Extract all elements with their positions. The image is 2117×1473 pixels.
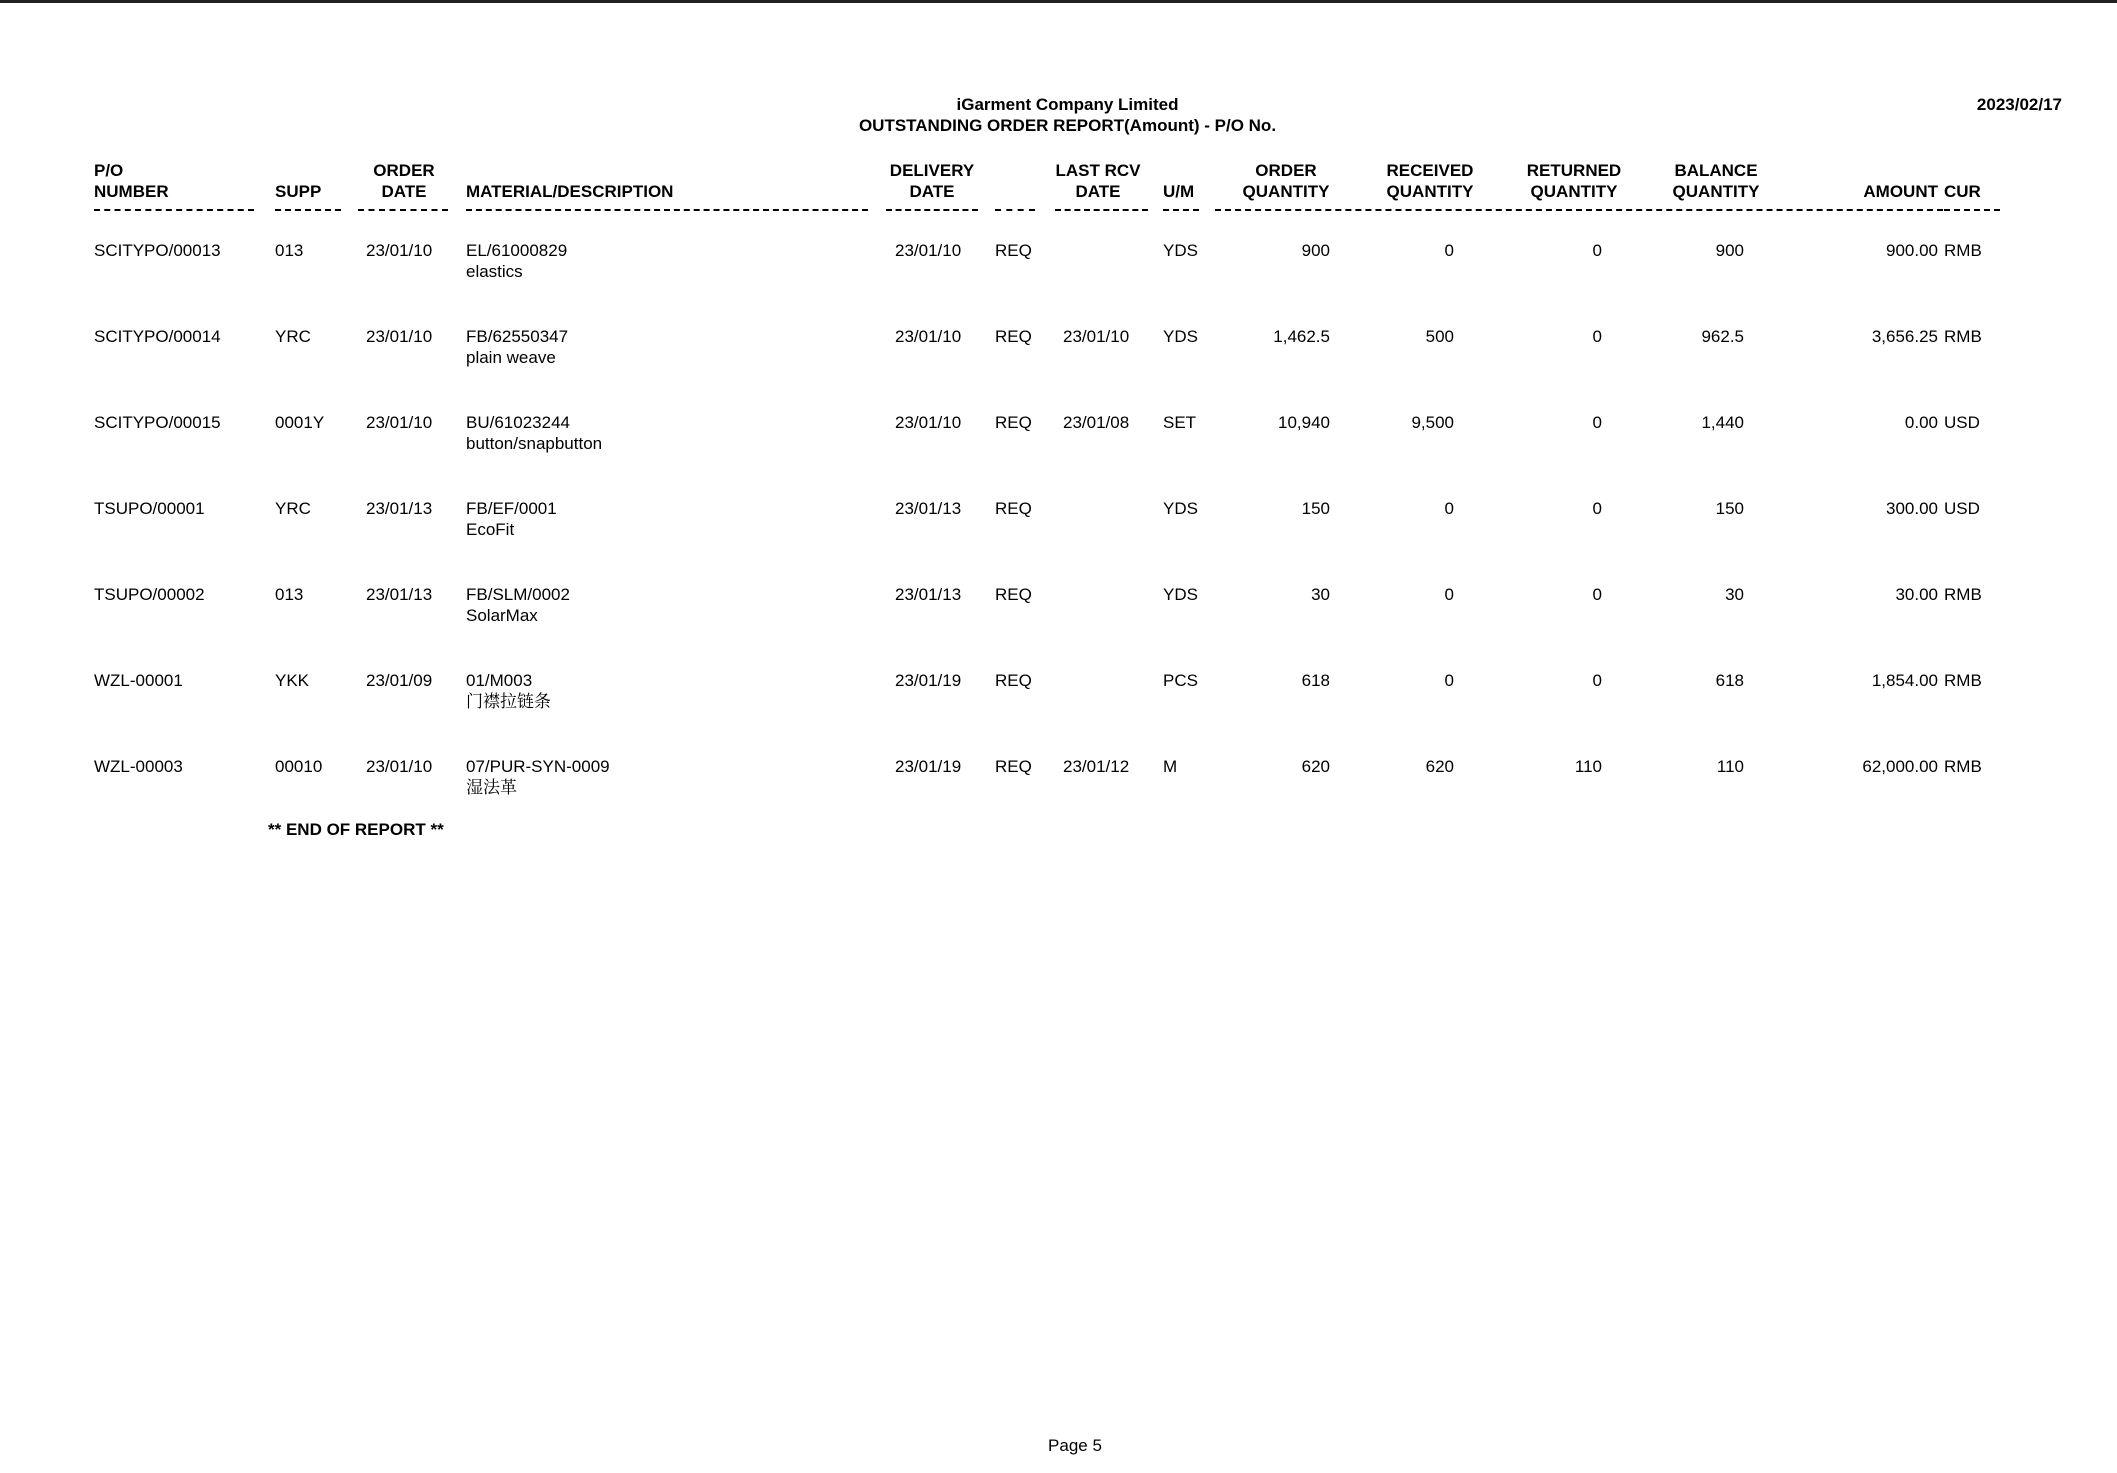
delivery-date-cell: 23/01/10	[895, 241, 962, 260]
amount-cell: 900.00	[1886, 241, 1938, 260]
received-quantity-cell: 0	[1444, 499, 1454, 518]
header-material	[466, 160, 673, 202]
supplier-cell: 013	[275, 585, 304, 604]
order-quantity-cell: 620	[1301, 757, 1330, 776]
received-quantity-cell: 0	[1444, 241, 1454, 260]
header-returned-line2: QUANTITY	[1530, 182, 1618, 201]
amount-cell: 30.00	[1895, 585, 1938, 604]
header-po-line2: NUMBER	[94, 182, 169, 201]
material-code: FB/EF/0001	[466, 499, 557, 518]
status-cell: REQ	[995, 413, 1032, 432]
order-date-cell: 23/01/10	[366, 327, 433, 346]
material-cell	[466, 756, 610, 798]
returned-quantity-cell: 110	[1574, 757, 1602, 776]
unit-of-measure-cell: YDS	[1163, 585, 1198, 604]
header-um-label: U/M	[1163, 182, 1195, 201]
balance-quantity-cell: 618	[1715, 671, 1744, 690]
header-received-line1: RECEIVED	[1386, 161, 1474, 180]
order-quantity-cell: 30	[1311, 585, 1330, 604]
returned-quantity-cell: 0	[1592, 585, 1602, 604]
returned-quantity-cell: 0	[1592, 499, 1602, 518]
material-code: FB/SLM/0002	[466, 585, 570, 604]
status-cell: REQ	[995, 757, 1032, 776]
received-quantity-cell: 620	[1425, 757, 1454, 776]
received-quantity-cell: 9,500	[1411, 413, 1454, 432]
currency-cell: RMB	[1944, 757, 1982, 776]
last-rcv-date-cell: 23/01/08	[1063, 413, 1130, 432]
header-balance-line1: BALANCE	[1674, 161, 1758, 180]
material-description: 门襟拉链条	[466, 692, 551, 711]
po-number-cell: TSUPO/00001	[94, 499, 205, 518]
delivery-date-cell: 23/01/10	[895, 327, 962, 346]
last-rcv-date-cell: 23/01/12	[1063, 757, 1130, 776]
delivery-date-cell: 23/01/13	[895, 585, 962, 604]
order-quantity-cell: 1,462.5	[1273, 327, 1330, 346]
currency-cell: USD	[1944, 499, 1980, 518]
amount-cell: 1,854.00	[1871, 671, 1938, 690]
amount-cell: 300.00	[1886, 499, 1938, 518]
material-description: plain weave	[466, 348, 556, 367]
header-po-number	[94, 160, 169, 202]
header-divider	[1055, 209, 1148, 211]
header-received-quantity	[1378, 160, 1482, 202]
unit-of-measure-cell: M	[1163, 757, 1178, 776]
po-number-cell: TSUPO/00002	[94, 585, 205, 604]
page-number: Page 5	[1048, 1436, 1102, 1455]
material-cell	[466, 498, 557, 540]
header-returned-quantity	[1521, 160, 1627, 202]
status-cell: REQ	[995, 241, 1032, 260]
header-divider	[886, 209, 978, 211]
material-code: BU/61023244	[466, 413, 570, 432]
received-quantity-cell: 500	[1425, 327, 1454, 346]
order-date-cell: 23/01/13	[366, 499, 433, 518]
material-code: EL/61000829	[466, 241, 568, 260]
status-cell: REQ	[995, 499, 1032, 518]
unit-of-measure-cell: YDS	[1163, 241, 1198, 260]
last-rcv-date-cell: 23/01/10	[1063, 327, 1130, 346]
status-cell: REQ	[995, 671, 1032, 690]
order-quantity-cell: 10,940	[1278, 413, 1330, 432]
unit-of-measure-cell: YDS	[1163, 327, 1198, 346]
delivery-date-cell: 23/01/10	[895, 413, 962, 432]
po-number-cell: SCITYPO/00015	[94, 413, 221, 432]
material-description: button/snapbutton	[466, 434, 603, 453]
supplier-cell: 013	[275, 241, 304, 260]
header-material-label: MATERIAL/DESCRIPTION	[466, 182, 674, 201]
returned-quantity-cell: 0	[1592, 327, 1602, 346]
header-returned-line1: RETURNED	[1526, 161, 1622, 180]
material-code: FB/62550347	[466, 327, 569, 346]
delivery-date-cell: 23/01/19	[895, 671, 962, 690]
material-cell	[466, 412, 602, 454]
material-description: SolarMax	[466, 606, 538, 625]
material-code: 07/PUR-SYN-0009	[466, 757, 610, 776]
supplier-cell: YRC	[275, 327, 311, 346]
header-divider	[358, 209, 448, 211]
material-cell	[466, 670, 551, 712]
supplier-cell: 0001Y	[275, 413, 325, 432]
returned-quantity-cell: 0	[1592, 671, 1602, 690]
header-received-line2: QUANTITY	[1386, 182, 1474, 201]
po-number-cell: SCITYPO/00014	[94, 327, 221, 346]
header-last-rcv-date	[1050, 160, 1146, 202]
order-quantity-cell: 150	[1301, 499, 1330, 518]
material-description: EcoFit	[466, 520, 515, 539]
top-border	[0, 0, 2117, 3]
header-order-date-line2: DATE	[381, 182, 427, 201]
header-po-line1: P/O	[94, 161, 124, 180]
material-description: elastics	[466, 262, 523, 281]
header-balance-line2: QUANTITY	[1672, 182, 1760, 201]
header-divider	[466, 209, 868, 211]
returned-quantity-cell: 0	[1592, 413, 1602, 432]
unit-of-measure-cell: PCS	[1163, 671, 1198, 690]
material-code: 01/M003	[466, 671, 533, 690]
header-order-qty-line2: QUANTITY	[1242, 182, 1330, 201]
header-order-date	[360, 160, 448, 202]
currency-cell: RMB	[1944, 241, 1982, 260]
material-cell	[466, 240, 567, 282]
header-amount-label: AMOUNT	[1863, 182, 1938, 201]
po-number-cell: WZL-00003	[94, 757, 183, 776]
header-cur-label: CUR	[1944, 182, 1981, 201]
unit-of-measure-cell: YDS	[1163, 499, 1198, 518]
header-order-qty-line1: ORDER	[1255, 161, 1317, 180]
delivery-date-cell: 23/01/13	[895, 499, 962, 518]
supplier-cell: 00010	[275, 757, 323, 776]
order-date-cell: 23/01/10	[366, 757, 433, 776]
status-cell: REQ	[995, 327, 1032, 346]
header-divider	[1944, 209, 2000, 211]
header-amount	[1820, 160, 1938, 202]
header-last-rcv-line2: DATE	[1075, 182, 1121, 201]
report-title: OUTSTANDING ORDER REPORT(Amount) - P/O No.	[858, 116, 1277, 135]
header-divider	[94, 209, 254, 211]
header-delivery-date	[880, 160, 984, 202]
order-quantity-cell: 900	[1301, 241, 1330, 260]
supplier-cell: YRC	[275, 499, 311, 518]
header-order-date-line1: ORDER	[373, 161, 435, 180]
header-delivery-line1: DELIVERY	[889, 161, 975, 180]
header-divider	[1163, 209, 1199, 211]
material-cell	[466, 326, 568, 368]
returned-quantity-cell: 0	[1592, 241, 1602, 260]
currency-cell: RMB	[1944, 327, 1982, 346]
header-cur	[1944, 160, 1981, 202]
material-description: 湿法革	[466, 778, 517, 797]
currency-cell: RMB	[1944, 671, 1982, 690]
balance-quantity-cell: 110	[1716, 757, 1744, 776]
header-supp-label: SUPP	[275, 182, 322, 201]
order-date-cell: 23/01/13	[366, 585, 433, 604]
balance-quantity-cell: 962.5	[1701, 327, 1744, 346]
order-date-cell: 23/01/10	[366, 241, 433, 260]
material-cell	[466, 584, 570, 626]
order-quantity-cell: 618	[1301, 671, 1330, 690]
currency-cell: USD	[1944, 413, 1980, 432]
end-of-report: ** END OF REPORT **	[268, 820, 444, 839]
header-divider	[995, 209, 1035, 211]
header-last-rcv-line1: LAST RCV	[1055, 161, 1141, 180]
status-cell: REQ	[995, 585, 1032, 604]
order-date-cell: 23/01/10	[366, 413, 433, 432]
unit-of-measure-cell: SET	[1163, 413, 1197, 432]
report-date: 2023/02/17	[1976, 95, 2062, 114]
po-number-cell: SCITYPO/00013	[94, 241, 221, 260]
header-delivery-line2: DATE	[909, 182, 955, 201]
balance-quantity-cell: 30	[1725, 585, 1744, 604]
company-name: iGarment Company Limited	[956, 95, 1179, 114]
order-date-cell: 23/01/09	[366, 671, 433, 690]
balance-quantity-cell: 150	[1715, 499, 1744, 518]
supplier-cell: YKK	[275, 671, 310, 690]
header-divider	[275, 209, 341, 211]
po-number-cell: WZL-00001	[94, 671, 183, 690]
header-um	[1163, 160, 1194, 202]
header-balance-quantity	[1664, 160, 1768, 202]
header-supp	[275, 160, 321, 202]
header-order-quantity	[1234, 160, 1338, 202]
amount-cell: 62,000.00	[1862, 757, 1938, 776]
header-divider	[1215, 209, 1943, 211]
amount-cell: 0.00	[1904, 413, 1938, 432]
currency-cell: RMB	[1944, 585, 1982, 604]
delivery-date-cell: 23/01/19	[895, 757, 962, 776]
received-quantity-cell: 0	[1444, 671, 1454, 690]
amount-cell: 3,656.25	[1871, 327, 1938, 346]
balance-quantity-cell: 1,440	[1701, 413, 1744, 432]
received-quantity-cell: 0	[1444, 585, 1454, 604]
balance-quantity-cell: 900	[1715, 241, 1744, 260]
